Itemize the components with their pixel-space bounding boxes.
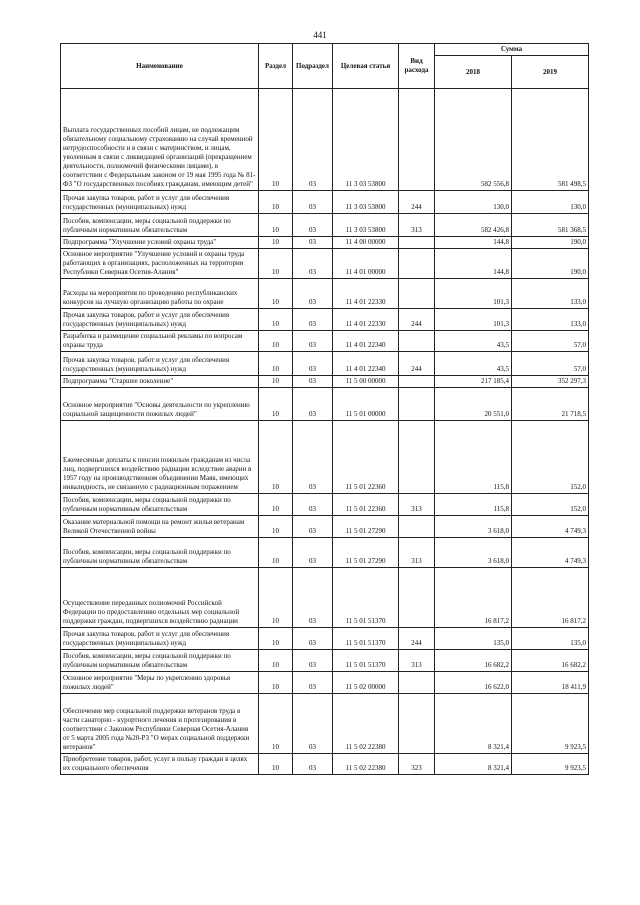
row-2018: 115,8 (435, 494, 512, 516)
row-target: 11 5 01 27290 (333, 538, 399, 568)
row-target: 11 5 01 22360 (333, 494, 399, 516)
table-row (61, 309, 589, 331)
row-target: 11 4 01 00000 (333, 249, 399, 279)
row-2018: 582 556,8 (435, 89, 512, 191)
row-expense: 244 (399, 309, 435, 331)
row-2019: 4 749,3 (512, 538, 589, 568)
budget-table (60, 43, 589, 775)
row-section: 10 (259, 249, 293, 279)
row-subsection: 03 (293, 754, 333, 775)
row-target: 11 5 01 51370 (333, 650, 399, 672)
table-row (61, 694, 589, 754)
row-section: 10 (259, 309, 293, 331)
row-target: 11 4 00 00000 (333, 237, 399, 249)
row-name: Прочая закупка товаров, работ и услуг для обеспечения государственных (муниципальных) нужд (61, 628, 259, 650)
table-row (61, 538, 589, 568)
row-2019: 152,0 (512, 421, 589, 494)
row-section: 10 (259, 89, 293, 191)
header-target: Целевая статья (333, 44, 399, 89)
row-expense (399, 279, 435, 309)
table-row (61, 279, 589, 309)
row-target: 11 4 01 22330 (333, 309, 399, 331)
table-row (61, 494, 589, 516)
row-section: 10 (259, 376, 293, 388)
row-2018: 20 551,0 (435, 388, 512, 421)
row-section: 10 (259, 191, 293, 214)
row-2019: 581 498,5 (512, 89, 589, 191)
row-2019: 130,0 (512, 191, 589, 214)
row-expense (399, 694, 435, 754)
row-name: Основное мероприятие "Основы деятельности по укреплению социальной защищенности пожилых людей" (61, 388, 259, 421)
row-target: 11 5 02 00000 (333, 672, 399, 694)
row-2018: 16 682,2 (435, 650, 512, 672)
row-2019: 581 368,5 (512, 214, 589, 237)
row-subsection: 03 (293, 352, 333, 376)
row-target: 11 3 03 53800 (333, 214, 399, 237)
row-target: 11 3 03 53800 (333, 89, 399, 191)
row-2019: 57,0 (512, 352, 589, 376)
row-2019: 57,0 (512, 331, 589, 352)
row-section: 10 (259, 388, 293, 421)
row-target: 11 5 01 27290 (333, 516, 399, 538)
row-expense (399, 237, 435, 249)
row-name: Подпрограмма "Улучшение условий охраны труда" (61, 237, 259, 249)
row-2018: 101,3 (435, 279, 512, 309)
row-target: 11 3 03 53800 (333, 191, 399, 214)
row-name: Разработка и размещение социальной рекламы по вопросам охраны труда (61, 331, 259, 352)
row-subsection: 03 (293, 214, 333, 237)
row-name: Пособия, компенсации, меры социальной поддержки по публичным нормативным обязательствам (61, 494, 259, 516)
row-section: 10 (259, 628, 293, 650)
row-2019: 4 749,3 (512, 516, 589, 538)
row-name: Подпрограмма "Старшее поколение" (61, 376, 259, 388)
row-subsection: 03 (293, 516, 333, 538)
row-expense (399, 249, 435, 279)
row-name: Прочая закупка товаров, работ и услуг для обеспечения государственных (муниципальных) нужд (61, 191, 259, 214)
row-section: 10 (259, 494, 293, 516)
row-target: 11 4 01 22340 (333, 331, 399, 352)
row-2019: 9 923,5 (512, 754, 589, 775)
table-row (61, 421, 589, 494)
row-target: 11 4 01 22330 (333, 279, 399, 309)
row-name: Приобретение товаров, работ, услуг в пользу граждан в целях их социального обеспечения (61, 754, 259, 775)
row-2018: 101,3 (435, 309, 512, 331)
table-row (61, 376, 589, 388)
row-2018: 16 622,0 (435, 672, 512, 694)
row-expense: 313 (399, 214, 435, 237)
row-2018: 144,8 (435, 237, 512, 249)
row-section: 10 (259, 538, 293, 568)
table-row (61, 388, 589, 421)
row-target: 11 5 00 00000 (333, 376, 399, 388)
row-2018: 3 618,0 (435, 538, 512, 568)
row-2018: 8 321,4 (435, 694, 512, 754)
table-row (61, 237, 589, 249)
row-subsection: 03 (293, 628, 333, 650)
table-row (61, 352, 589, 376)
header-2019: 2019 (512, 56, 589, 89)
row-section: 10 (259, 279, 293, 309)
row-target: 11 5 02 22380 (333, 694, 399, 754)
row-2019: 133,0 (512, 279, 589, 309)
row-expense (399, 89, 435, 191)
header-2018: 2018 (435, 56, 512, 89)
row-2019: 152,0 (512, 494, 589, 516)
row-2019: 16 817,2 (512, 568, 589, 628)
row-expense (399, 516, 435, 538)
row-subsection: 03 (293, 89, 333, 191)
header-subsection: Подраздел (293, 44, 333, 89)
row-section: 10 (259, 331, 293, 352)
row-expense: 313 (399, 538, 435, 568)
row-subsection: 03 (293, 650, 333, 672)
row-target: 11 4 01 22340 (333, 352, 399, 376)
table-row (61, 672, 589, 694)
row-expense (399, 568, 435, 628)
header-section: Раздел (259, 44, 293, 89)
row-name: Обеспечение мер социальной поддержки ветеранов труда в части санаторно - курортного лечения и протезирования в соответствии с Законом Республики Северная Осетия-Алания от 5 марта 2005 года №20-РЗ "О мерах социальной поддержки ветеранов" (61, 694, 259, 754)
row-name: Пособия, компенсации, меры социальной поддержки по публичным нормативным обязательствам (61, 538, 259, 568)
table-body (61, 89, 589, 775)
row-2018: 217 185,4 (435, 376, 512, 388)
row-expense (399, 388, 435, 421)
row-name: Оказание материальной помощи на ремонт жилья ветеранам Великой Отечественной войны (61, 516, 259, 538)
row-target: 11 5 01 22360 (333, 421, 399, 494)
table-row (61, 214, 589, 237)
row-section: 10 (259, 754, 293, 775)
row-subsection: 03 (293, 568, 333, 628)
row-subsection: 03 (293, 494, 333, 516)
table-row (61, 628, 589, 650)
row-section: 10 (259, 421, 293, 494)
row-section: 10 (259, 214, 293, 237)
header-name: Наименование (61, 44, 259, 89)
row-section: 10 (259, 352, 293, 376)
row-subsection: 03 (293, 672, 333, 694)
header-expense: Вид расхода (399, 44, 435, 89)
row-name: Осуществление переданных полномочий Российской Федерации по предоставлению отдельных мер социальной поддержки граждан, подвергшихся воздействию радиации (61, 568, 259, 628)
row-2018: 115,8 (435, 421, 512, 494)
row-2019: 190,0 (512, 237, 589, 249)
row-expense: 313 (399, 494, 435, 516)
row-name: Основное мероприятие "Меры по укреплению здоровья пожилых людей" (61, 672, 259, 694)
table-row (61, 89, 589, 191)
row-2018: 130,0 (435, 191, 512, 214)
row-2019: 21 718,5 (512, 388, 589, 421)
row-target: 11 5 01 00000 (333, 388, 399, 421)
table-row (61, 516, 589, 538)
row-subsection: 03 (293, 237, 333, 249)
row-subsection: 03 (293, 694, 333, 754)
row-subsection: 03 (293, 309, 333, 331)
row-section: 10 (259, 672, 293, 694)
row-expense (399, 672, 435, 694)
row-section: 10 (259, 516, 293, 538)
row-subsection: 03 (293, 191, 333, 214)
row-name: Выплата государственных пособий лицам, не подлежащим обязательному социальному страхованию на случай временной нетрудоспособности и в связи с материнством, и лицам, уволенным в связи с ликвидацией организаций (прекращением деятельности, полномочий физическими лицами), в соответствии с Федеральным законом от 19 мая 1995 года № 81-ФЗ "О государственных пособиях гражданам, имеющим детей" (61, 89, 259, 191)
table-row (61, 191, 589, 214)
row-expense (399, 331, 435, 352)
table-row (61, 754, 589, 775)
row-2018: 16 817,2 (435, 568, 512, 628)
table-row (61, 331, 589, 352)
row-2018: 43,5 (435, 352, 512, 376)
row-section: 10 (259, 650, 293, 672)
row-2018: 582 426,8 (435, 214, 512, 237)
row-expense: 244 (399, 191, 435, 214)
row-name: Основное мероприятие "Улучшение условий и охраны труда работающих в организациях, расположенных на территории Республики Северная Осетия-Алания" (61, 249, 259, 279)
table-row (61, 568, 589, 628)
row-section: 10 (259, 568, 293, 628)
row-2018: 8 321,4 (435, 754, 512, 775)
row-2019: 18 411,9 (512, 672, 589, 694)
row-2019: 16 682,2 (512, 650, 589, 672)
row-2019: 9 923,5 (512, 694, 589, 754)
row-subsection: 03 (293, 331, 333, 352)
row-name: Ежемесячные доплаты к пенсии пожилым гражданам из числа лиц, подвергшихся воздействию радиации вследствие аварии в 1957 году на производственном объединении Маяк, имеющих инвалидность, не связанную с радиационным поражением (61, 421, 259, 494)
row-2019: 190,0 (512, 249, 589, 279)
row-section: 10 (259, 694, 293, 754)
table-row (61, 650, 589, 672)
row-expense: 244 (399, 628, 435, 650)
row-target: 11 5 01 51370 (333, 628, 399, 650)
row-section: 10 (259, 237, 293, 249)
row-expense: 244 (399, 352, 435, 376)
row-2019: 133,0 (512, 309, 589, 331)
row-expense: 323 (399, 754, 435, 775)
row-name: Пособия, компенсации, меры социальной поддержки по публичным нормативным обязательствам (61, 214, 259, 237)
row-expense (399, 421, 435, 494)
row-name: Пособия, компенсации, меры социальной поддержки по публичным нормативным обязательствам (61, 650, 259, 672)
row-subsection: 03 (293, 538, 333, 568)
page-number: 441 (313, 30, 327, 40)
row-name: Расходы на мероприятия по проведению республиканских конкурсов на лучшую организацию работы по охране (61, 279, 259, 309)
row-expense (399, 376, 435, 388)
table-row (61, 249, 589, 279)
row-2018: 3 618,0 (435, 516, 512, 538)
row-subsection: 03 (293, 279, 333, 309)
row-subsection: 03 (293, 421, 333, 494)
row-2019: 352 297,3 (512, 376, 589, 388)
row-target: 11 5 01 51370 (333, 568, 399, 628)
row-2018: 144,8 (435, 249, 512, 279)
row-name: Прочая закупка товаров, работ и услуг для обеспечения государственных (муниципальных) нужд (61, 309, 259, 331)
row-2018: 43,5 (435, 331, 512, 352)
row-name: Прочая закупка товаров, работ и услуг для обеспечения государственных (муниципальных) нужд (61, 352, 259, 376)
row-subsection: 03 (293, 376, 333, 388)
row-target: 11 5 02 22380 (333, 754, 399, 775)
row-expense: 313 (399, 650, 435, 672)
row-2019: 135,0 (512, 628, 589, 650)
row-2018: 135,0 (435, 628, 512, 650)
row-subsection: 03 (293, 388, 333, 421)
header-sum: Сумма (435, 44, 589, 56)
row-subsection: 03 (293, 249, 333, 279)
